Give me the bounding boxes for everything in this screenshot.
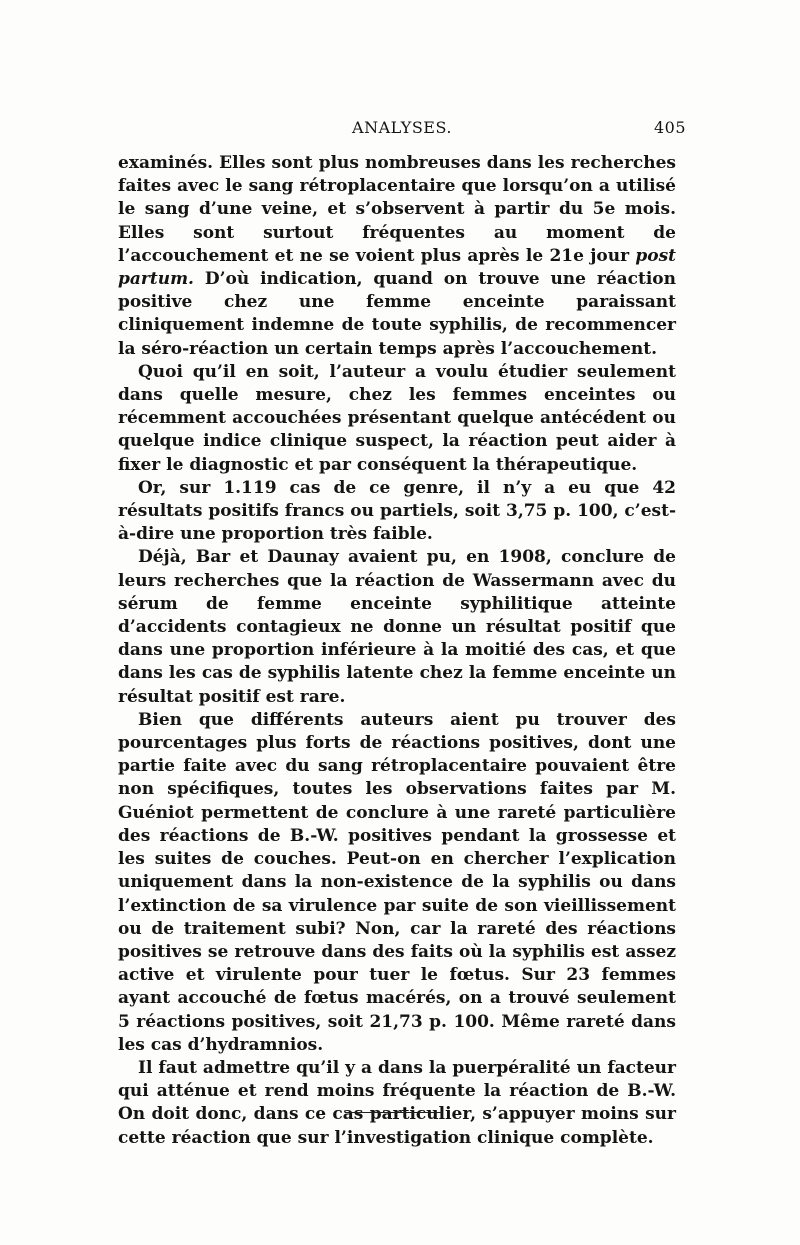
paragraph-2: Quoi qu’il en soit, l’auteur a voulu étudier seulement dans quelle mesure, chez les femmes enceintes ou récemment accouchées présentant quelque antécédent ou quelque indice clinique suspect, la réaction peut aider à fixer le diagnostic et par conséquent la thérapeutique. — [118, 361, 676, 475]
paragraph-1-text-before: examinés. Elles sont plus nombreuses dans les recherches faites avec le sang rétroplacentaire que lorsqu’on a utilisé le sang d’une veine, et s’observent à partir du 5e mois. Elles sont surtout fréquentes au moment de l’accouchement et ne se voient plus après le 21e jour — [118, 153, 676, 266]
article-body — [118, 152, 676, 1150]
page-header — [118, 118, 686, 142]
paragraph-5: Bien que différents auteurs aient pu trouver des pourcentages plus forts de réactions positives, dont une partie faite avec du sang rétroplacentaire pouvaient être non spécifiques, toutes les observations faites par M. Guéniot permettent de conclure à une rareté particulière des réactions de B.-W. positives pendant la grossesse et les suites de couches. Peut-on en chercher l’explication uniquement dans la non-existence de la syphilis ou dans l’extinction de sa virulence par suite de son vieillissement ou de traitement subi? Non, car la rareté des réactions positives se retrouve dans des faits où la syphilis est assez active et virulente pour tuer le fœtus. Sur 23 femmes ayant accouché de fœtus macérés, on a trouvé seulement 5 réactions positives, soit 21,73 p. 100. Même rareté dans les cas d’hydramnios. — [118, 709, 676, 1055]
paragraph-4: Déjà, Bar et Daunay avaient pu, en 1908, conclure de leurs recherches que la réaction de Wassermann avec du sérum de femme enceinte syphilitique atteinte d’accidents contagieux ne donne un résultat positif que dans une proportion inférieure à la moitié des cas, et que dans les cas de syphilis latente chez la femme enceinte un résultat positif est rare. — [118, 547, 676, 707]
paragraph-3: Or, sur 1.119 cas de ce genre, il n’y a eu que 42 résultats positifs francs ou partiels, soit 3,75 p. 100, c’est-à-dire une proportion très faible. — [118, 477, 676, 545]
end-divider — [345, 1112, 442, 1113]
paragraph-1-text-after: D’où indication, quand on trouve une réaction positive chez une femme enceinte paraissant cliniquement indemne de toute syphilis, de recommencer la séro-réaction un certain temps après l’accouchement. — [118, 269, 676, 359]
paragraph-1-italic-phrase: post partum. — [118, 245, 676, 290]
page-number: 405 — [653, 118, 686, 137]
running-title: ANALYSES. — [352, 118, 452, 137]
paragraph-1 — [118, 152, 676, 361]
paragraph-6: Il faut admettre qu’il y a dans la puerpéralité un facteur qui atténue et rend moins fréquente la réaction de B.-W. On doit donc, dans ce cas particulier, s’appuyer moins sur cette réaction que sur l’investigation clinique complète. — [118, 1057, 676, 1148]
